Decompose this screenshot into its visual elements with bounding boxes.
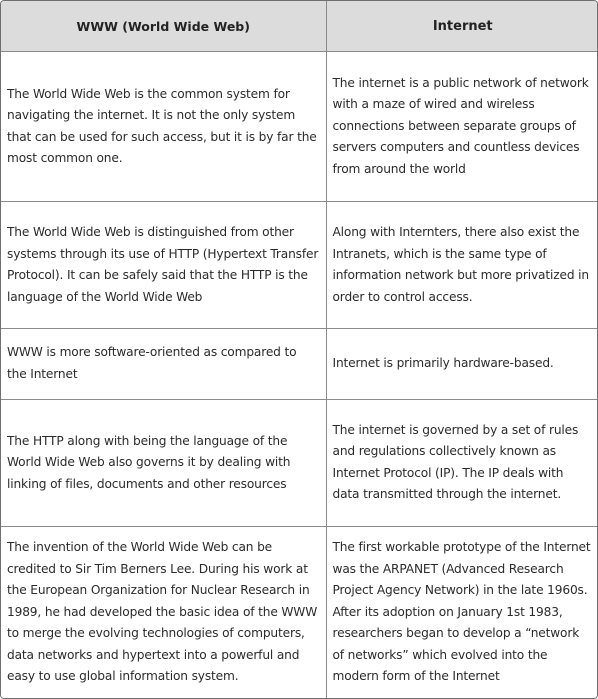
cell-www: The HTTP along with being the language of the World Wide Web also governs it by dealing with linking of files, documents and other resources xyxy=(1,400,326,526)
cell-www: WWW is more software-oriented as compared to the Internet xyxy=(1,328,326,399)
table-row xyxy=(1,52,598,202)
header-internet: Internet xyxy=(326,1,598,52)
header-www: WWW (World Wide Web) xyxy=(1,1,326,52)
cell-internet: The internet is a public network of network with a maze of wired and wireless connections between separate groups of servers computers and countless devices from around the world xyxy=(326,52,598,202)
table-row xyxy=(1,526,598,698)
cell-www: The invention of the World Wide Web can be credited to Sir Tim Berners Lee. During his work at the European Organization for Nuclear Research in 1989, he had developed the basic idea of the WWW to merge the evolving technologies of computers, data networks and hypertext into a powerful and easy to use global information system. xyxy=(1,526,326,698)
table-row xyxy=(1,328,598,399)
cell-internet: Internet is primarily hardware-based. xyxy=(326,328,598,399)
comparison-table xyxy=(1,1,598,698)
cell-internet: The internet is governed by a set of rules and regulations collectively known as Internet Protocol (IP). The IP deals with data transmitted through the internet. xyxy=(326,400,598,526)
table-row xyxy=(1,202,598,328)
table-header-row xyxy=(1,1,598,52)
table-row xyxy=(1,400,598,526)
cell-internet: Along with Internters, there also exist the Intranets, which is the same type of information network but more privatized in order to control access. xyxy=(326,202,598,328)
cell-www: The World Wide Web is distinguished from other systems through its use of HTTP (Hypertext Transfer Protocol). It can be safely said that the HTTP is the language of the World Wide Web xyxy=(1,202,326,328)
cell-internet: The first workable prototype of the Internet was the ARPANET (Advanced Research Project Agency Network) in the late 1960s. After its adoption on January 1st 1983, researchers began to develop a “network of networks” which evolved into the modern form of the Internet xyxy=(326,526,598,698)
cell-www: The World Wide Web is the common system for navigating the internet. It is not the only system that can be used for such access, but it is by far the most common one. xyxy=(1,52,326,202)
